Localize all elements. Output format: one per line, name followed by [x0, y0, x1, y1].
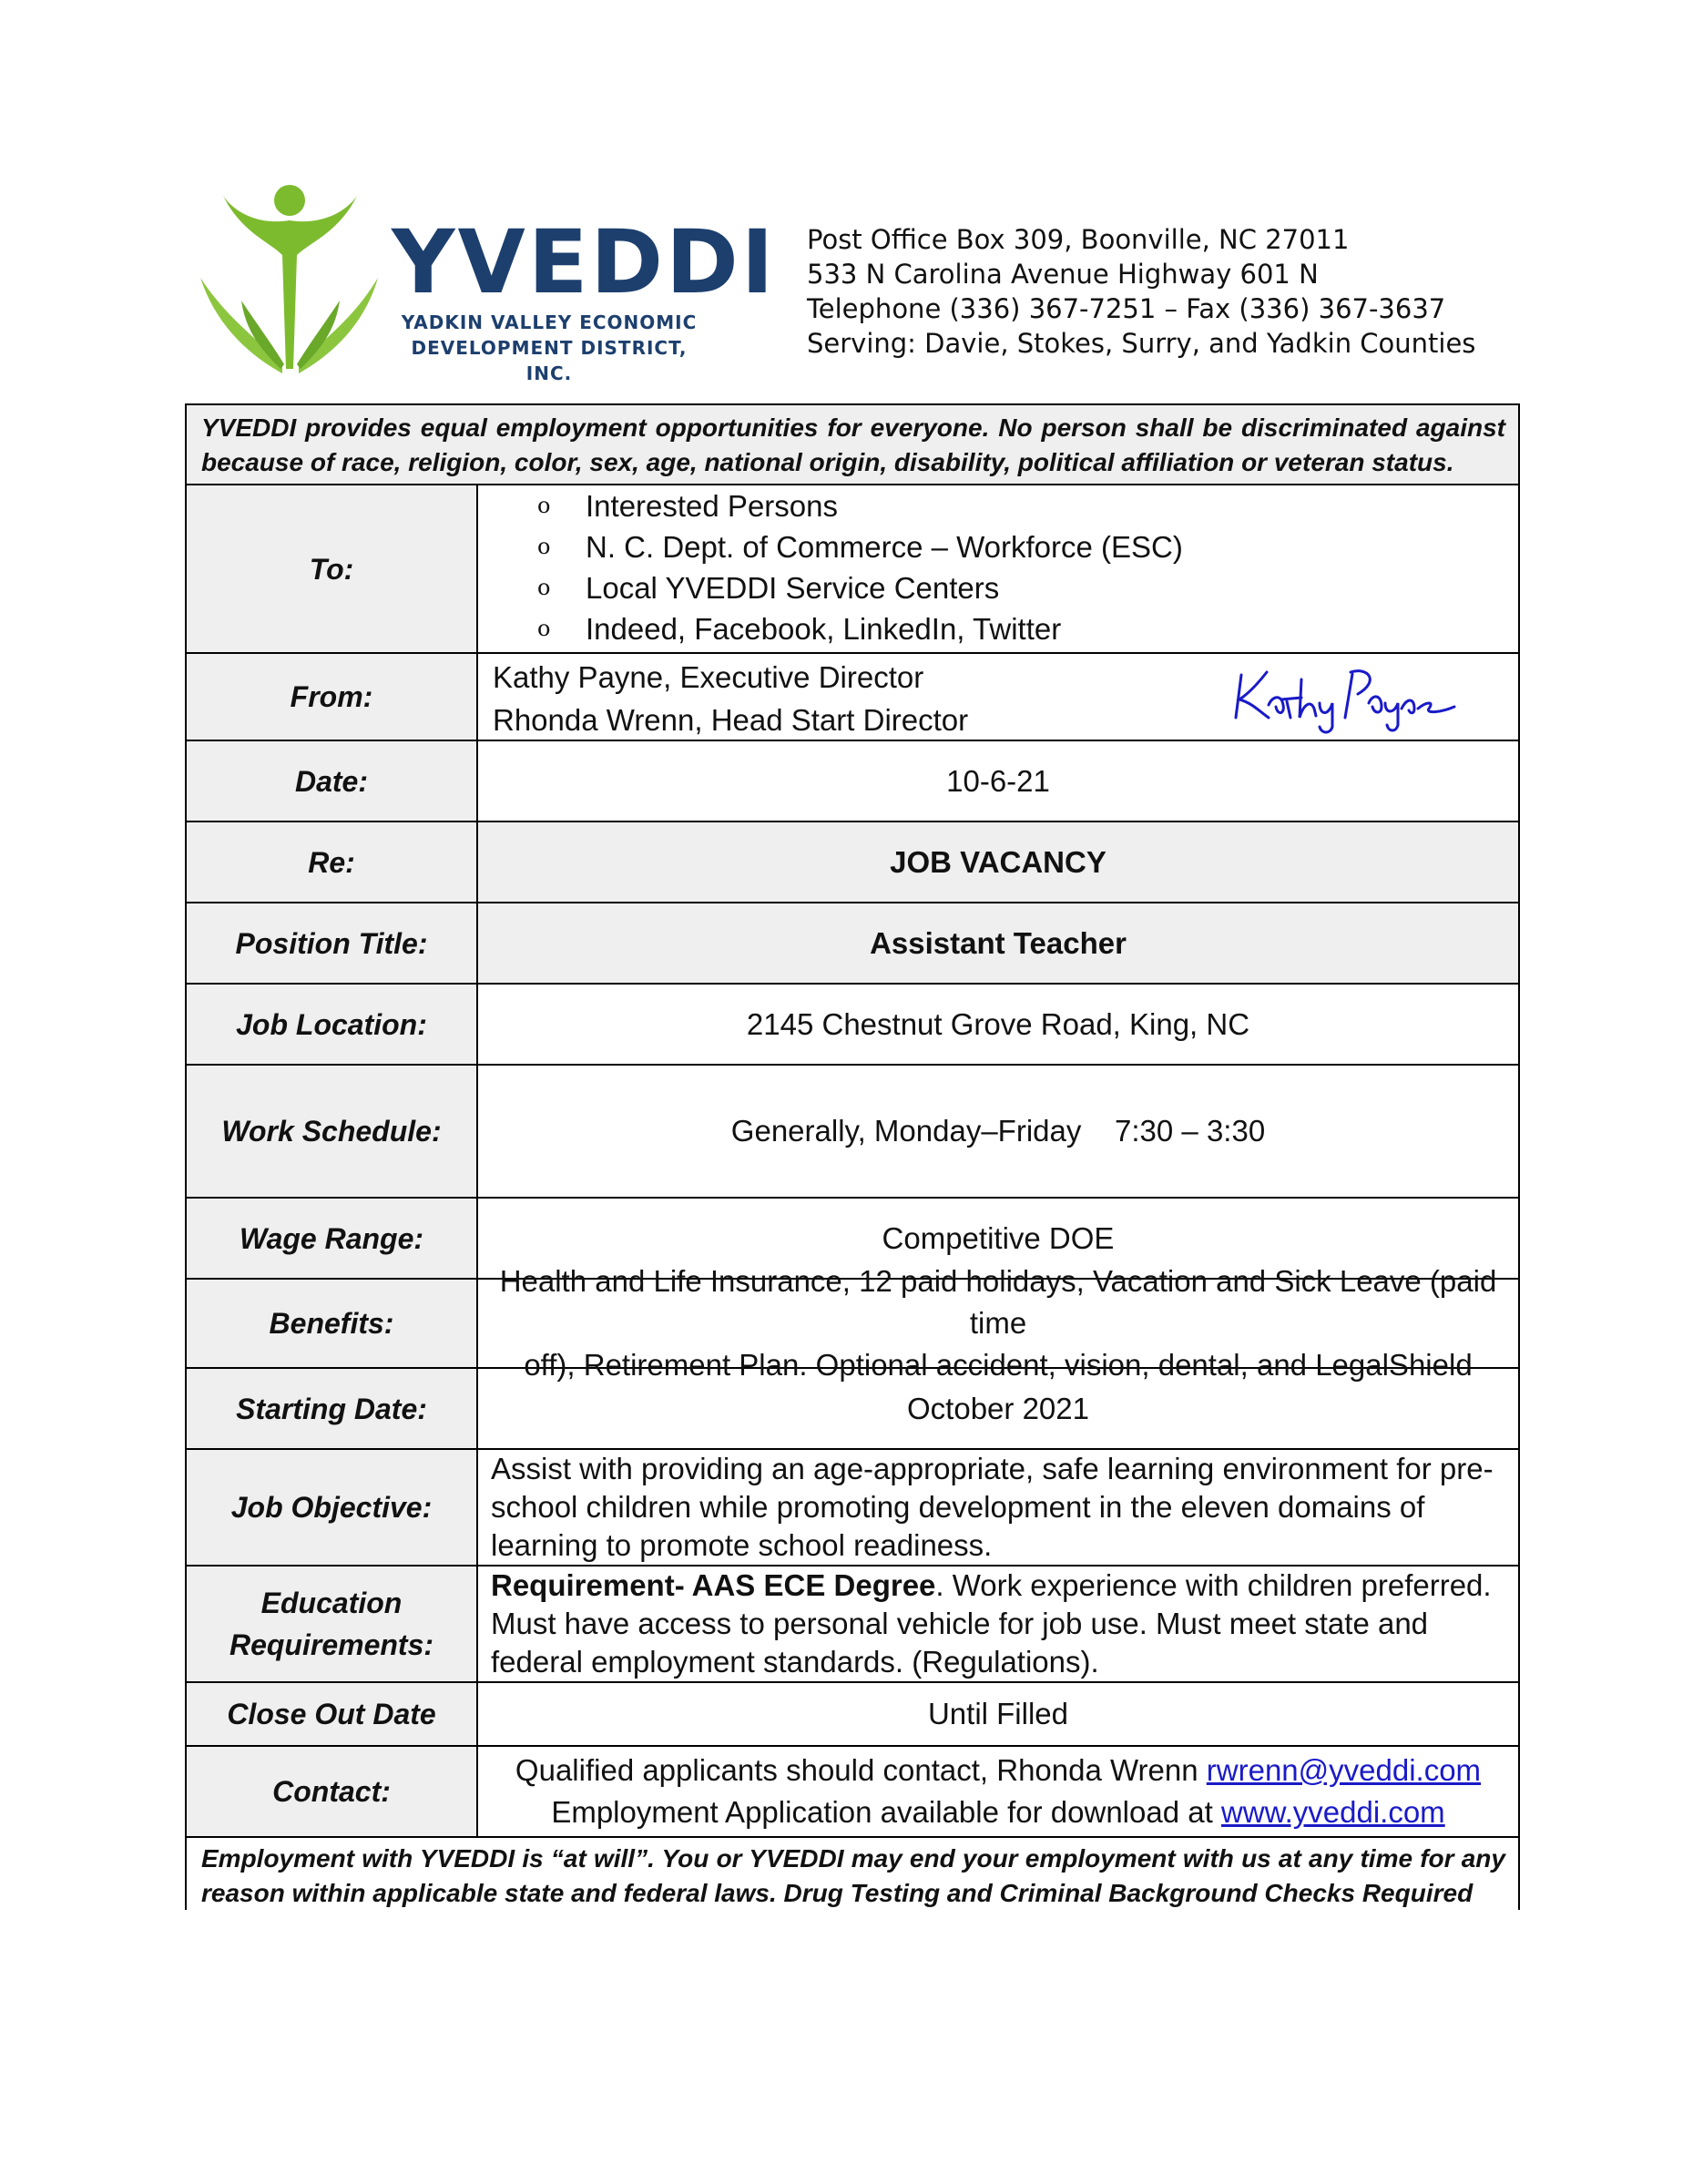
- starting-date-value: October 2021: [907, 1391, 1089, 1425]
- row-close-out: [187, 1683, 1518, 1747]
- row-re: [187, 822, 1518, 903]
- address-line: Serving: Davie, Stokes, Surry, and Yadkin Counties: [807, 328, 1476, 359]
- address-line: Telephone (336) 367-7251 – Fax (336) 367-3637: [807, 293, 1446, 324]
- notice-line: Employment with YVEDDI is “at will”. You or YVEDDI may end your employment with us at any time for any: [201, 1844, 1505, 1873]
- address-line: 533 N Carolina Avenue Highway 601 N: [807, 259, 1319, 290]
- row-position-title: [187, 903, 1518, 985]
- sprout-person-icon: [191, 182, 382, 378]
- wage-range-label: Wage Range:: [187, 1199, 478, 1278]
- row-date: [187, 741, 1518, 822]
- address-line: Post Office Box 309, Boonville, NC 27011: [807, 224, 1350, 255]
- education-value: [478, 1567, 1518, 1681]
- benefits-label: Benefits:: [187, 1280, 478, 1367]
- notice-line: because of race, religion, color, sex, age, national origin, disability, political affiliation or veteran status.: [201, 448, 1454, 476]
- contact-value: [478, 1747, 1518, 1836]
- row-job-location: [187, 985, 1518, 1066]
- education-label-line: Education: [260, 1587, 403, 1619]
- address-block: [807, 222, 1475, 361]
- education-requirement-bold: Requirement- AAS ECE Degree: [491, 1568, 936, 1602]
- logo-subtitle-line1: YADKIN VALLEY ECONOMIC: [401, 311, 698, 333]
- row-job-objective: [187, 1450, 1518, 1567]
- row-to: [187, 485, 1518, 654]
- re-value: JOB VACANCY: [478, 822, 1518, 902]
- benefits-value: [478, 1264, 1518, 1382]
- recipient-text: Indeed, Facebook, LinkedIn, Twitter: [586, 612, 1062, 646]
- logo-subtitle-line2: DEVELOPMENT DISTRICT, INC.: [411, 337, 688, 384]
- date-label: Date:: [187, 741, 478, 821]
- education-label-line: Requirements:: [229, 1628, 434, 1661]
- row-from: [187, 654, 1518, 741]
- logo-wordmark: YVEDDI: [392, 211, 777, 313]
- work-schedule-label: Work Schedule:: [187, 1066, 478, 1197]
- to-label: To:: [187, 485, 478, 652]
- date-value: 10-6-21: [946, 763, 1050, 798]
- from-names: [493, 656, 968, 741]
- recipient-text: Interested Persons: [586, 489, 838, 523]
- from-label: From:: [187, 654, 478, 740]
- bullet-icon: o: [537, 493, 551, 518]
- contact-line-1: [515, 1750, 1481, 1791]
- row-starting-date: [187, 1369, 1518, 1450]
- notice-line: YVEDDI provides equal employment opportunities for everyone. No person shall be discriminated against: [201, 413, 1505, 442]
- work-schedule-value: Generally, Monday–Friday 7:30 – 3:30: [730, 1114, 1266, 1148]
- starting-date-label: Starting Date:: [187, 1369, 478, 1448]
- list-item: [537, 567, 1518, 608]
- yveddi-logo: [191, 182, 777, 384]
- from-line: Kathy Payne, Executive Director: [493, 660, 924, 694]
- job-location-label: Job Location:: [187, 985, 478, 1064]
- contact-label: Contact:: [187, 1747, 478, 1836]
- close-out-label: Close Out Date: [187, 1683, 478, 1745]
- contact-text: Qualified applicants should contact, Rhonda Wrenn: [515, 1753, 1207, 1787]
- position-title-value: Assistant Teacher: [478, 903, 1518, 983]
- list-item: [537, 485, 1518, 526]
- email-link[interactable]: rwrenn@yveddi.com: [1206, 1753, 1482, 1787]
- bullet-icon: o: [537, 616, 551, 641]
- row-work-schedule: [187, 1066, 1518, 1199]
- job-objective-label: Job Objective:: [187, 1450, 478, 1565]
- contact-line-2: [551, 1791, 1444, 1833]
- close-out-value: Until Filled: [927, 1697, 1069, 1730]
- wage-range-value: Competitive DOE: [882, 1220, 1115, 1255]
- row-education: [187, 1567, 1518, 1683]
- notice-line: reason within applicable state and federal laws. Drug Testing and Criminal Background Checks Required: [201, 1879, 1474, 1907]
- education-label: [187, 1567, 478, 1681]
- re-label: Re:: [187, 822, 478, 902]
- row-contact: [187, 1747, 1518, 1838]
- benefits-line: off), Retirement Plan. Optional accident, vision, dental, and LegalShield: [524, 1348, 1473, 1382]
- equal-opportunity-notice: [187, 405, 1518, 485]
- job-location-value: 2145 Chestnut Grove Road, King, NC: [746, 1006, 1250, 1041]
- bullet-icon: o: [537, 575, 551, 600]
- job-objective-value: Assist with providing an age-appropriate, safe learning environment for pre-school children while promoting development in the eleven domains of learning to promote school readiness.: [491, 1452, 1494, 1562]
- signature-image: [1232, 661, 1460, 734]
- recipient-text: Local YVEDDI Service Centers: [586, 571, 1000, 605]
- position-title-label: Position Title:: [187, 903, 478, 983]
- at-will-notice: [187, 1836, 1518, 1910]
- benefits-line: Health and Life Insurance, 12 paid holidays, Vacation and Sick Leave (paid time: [499, 1264, 1497, 1340]
- row-benefits: [187, 1264, 1518, 1382]
- bullet-icon: o: [537, 534, 551, 559]
- recipient-list: [478, 485, 1518, 652]
- contact-text: Employment Application available for download at: [551, 1795, 1221, 1829]
- list-item: [537, 608, 1518, 649]
- list-item: [537, 526, 1518, 567]
- job-vacancy-form: [185, 403, 1520, 1910]
- from-line: Rhonda Wrenn, Head Start Director: [493, 703, 969, 737]
- website-link[interactable]: www.yveddi.com: [1220, 1795, 1445, 1829]
- recipient-text: N. C. Dept. of Commerce – Workforce (ESC): [586, 530, 1183, 564]
- logo-subtitle: [394, 310, 704, 386]
- education-requirement-text: . Work experience with children preferred. Must have access to personal vehicle for job use. Must meet state and federal employment standards. (Regulations).: [491, 1568, 1492, 1679]
